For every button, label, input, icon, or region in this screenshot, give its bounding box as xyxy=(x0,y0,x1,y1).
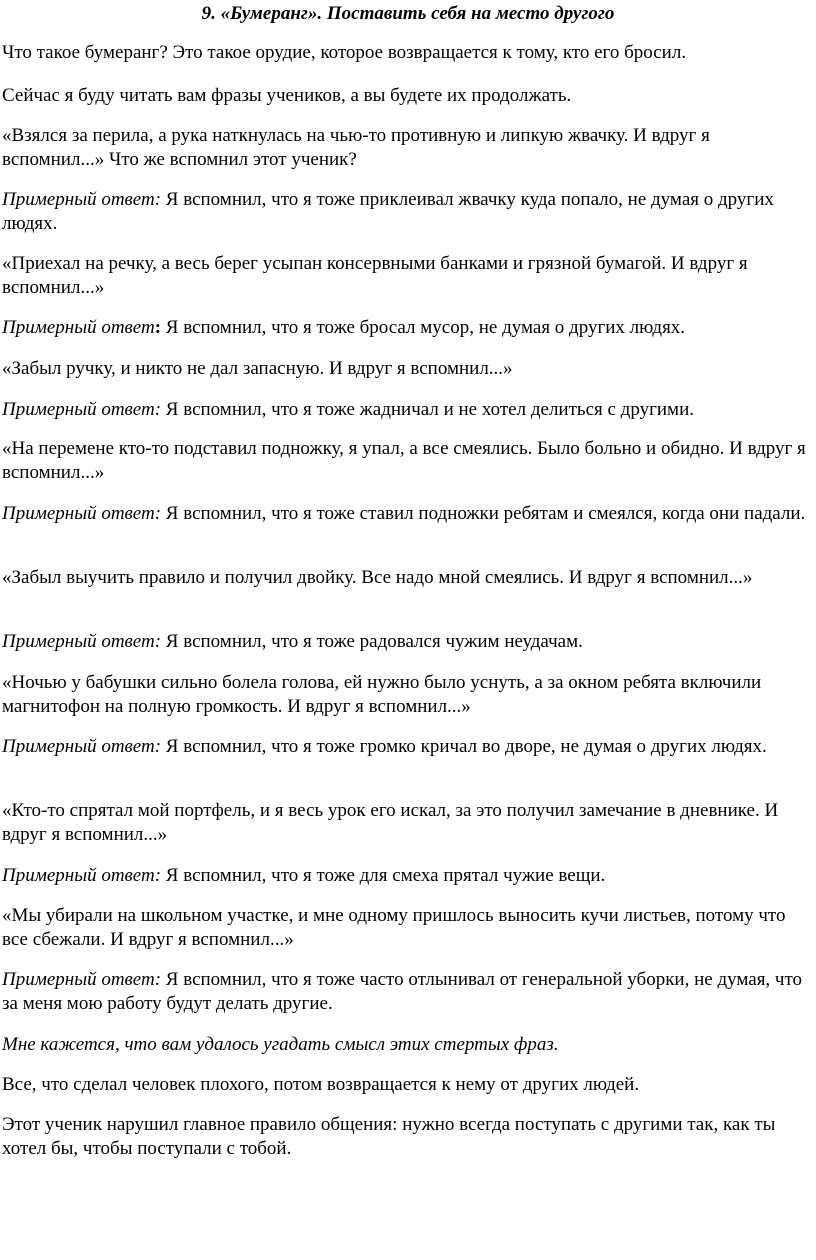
intro-paragraph: Что такое бумеранг? Это такое орудие, которое возвращается к тому, кто его бросил. xyxy=(2,42,687,63)
answer-label: Примерный ответ: xyxy=(2,631,162,652)
answer-label: Примерный ответ: xyxy=(2,969,162,990)
phrase-paragraph-6: «Ночью у бабушки сильно болела голова, ей нужно было уснуть, а за окном ребята включили магнитофон на полную громкость. И вдруг я вспомнил...» xyxy=(2,672,762,717)
phrase-paragraph-4: «На перемене кто-то подставил подножку, я упал, а все смеялись. Было больно и обидно. И вдруг я вспомнил...» xyxy=(2,438,806,483)
phrase-paragraph-5: «Забыл выучить правило и получил двойку. Все надо мной смеялись. И вдруг я вспомнил...» xyxy=(2,567,753,588)
answer-label: Примерный ответ: xyxy=(2,189,162,210)
answer-label-colon: : xyxy=(154,317,162,338)
answer-text: Я вспомнил, что я тоже часто отлынивал от генеральной уборки, не думая, что за меня мою работу будут делать другие. xyxy=(2,969,803,1014)
answer-paragraph-3 xyxy=(2,398,810,422)
phrase-paragraph-7: «Кто-то спрятал мой портфель, и я весь урок его искал, за это получил замечание в дневнике. И вдруг я вспомнил...» xyxy=(2,800,779,845)
section-title: 9. «Бумеранг». Поставить себя на место другого xyxy=(201,3,615,24)
answer-paragraph-4 xyxy=(2,502,810,526)
answer-label: Примерный ответ xyxy=(2,317,155,338)
answer-label: Примерный ответ: xyxy=(2,399,162,420)
answer-text: Я вспомнил, что я тоже бросал мусор, не думая о других людях. xyxy=(161,317,686,338)
answer-paragraph-5 xyxy=(2,630,810,654)
answer-label: Примерный ответ: xyxy=(2,503,162,524)
answer-text: Я вспомнил, что я тоже для смеха прятал чужие вещи. xyxy=(161,865,606,886)
instruction-paragraph: Сейчас я буду читать вам фразы учеников, а вы будете их продолжать. xyxy=(2,85,572,106)
answer-paragraph-6 xyxy=(2,735,810,759)
answer-text: Я вспомнил, что я тоже жадничал и не хотел делиться с другими. xyxy=(161,399,694,420)
answer-text: Я вспомнил, что я тоже ставил подножки ребятам и смеялся, когда они падали. xyxy=(161,503,806,524)
answer-paragraph-7 xyxy=(2,864,810,888)
answer-paragraph-1 xyxy=(2,188,810,236)
answer-text: Я вспомнил, что я тоже громко кричал во дворе, не думая о других людях. xyxy=(161,736,767,757)
phrase-paragraph-1: «Взялся за перила, а рука наткнулась на чью-то противную и липкую жвачку. И вдруг я вспомнил...» Что же вспомнил этот ученик? xyxy=(2,125,710,170)
answer-label: Примерный ответ: xyxy=(2,865,162,886)
phrase-paragraph-8: «Мы убирали на школьном участке, и мне одному пришлось выносить кучи листьев, потому что все сбежали. И вдруг я вспомнил...» xyxy=(2,905,786,950)
conclusion-italic: Мне кажется, что вам удалось угадать смысл этих стертых фраз. xyxy=(2,1034,559,1055)
answer-text: Я вспомнил, что я тоже радовался чужим неудачам. xyxy=(161,631,583,652)
phrase-paragraph-3: «Забыл ручку, и никто не дал запасную. И вдруг я вспомнил...» xyxy=(2,358,513,379)
conclusion-paragraph-2: Этот ученик нарушил главное правило общения: нужно всегда поступать с другими так, как ты хотел бы, чтобы поступали с тобой. xyxy=(2,1114,776,1159)
conclusion-paragraph-1: Все, что сделал человек плохого, потом возвращается к нему от других людей. xyxy=(2,1074,640,1095)
phrase-paragraph-2: «Приехал на речку, а весь берег усыпан консервными банками и грязной бумагой. И вдруг я вспомнил...» xyxy=(2,253,748,298)
answer-label: Примерный ответ: xyxy=(2,736,162,757)
answer-paragraph-8 xyxy=(2,968,810,1016)
answer-paragraph-2 xyxy=(2,316,810,340)
answer-text: Я вспомнил, что я тоже приклеивал жвачку куда попало, не думая о других людях. xyxy=(2,189,774,234)
